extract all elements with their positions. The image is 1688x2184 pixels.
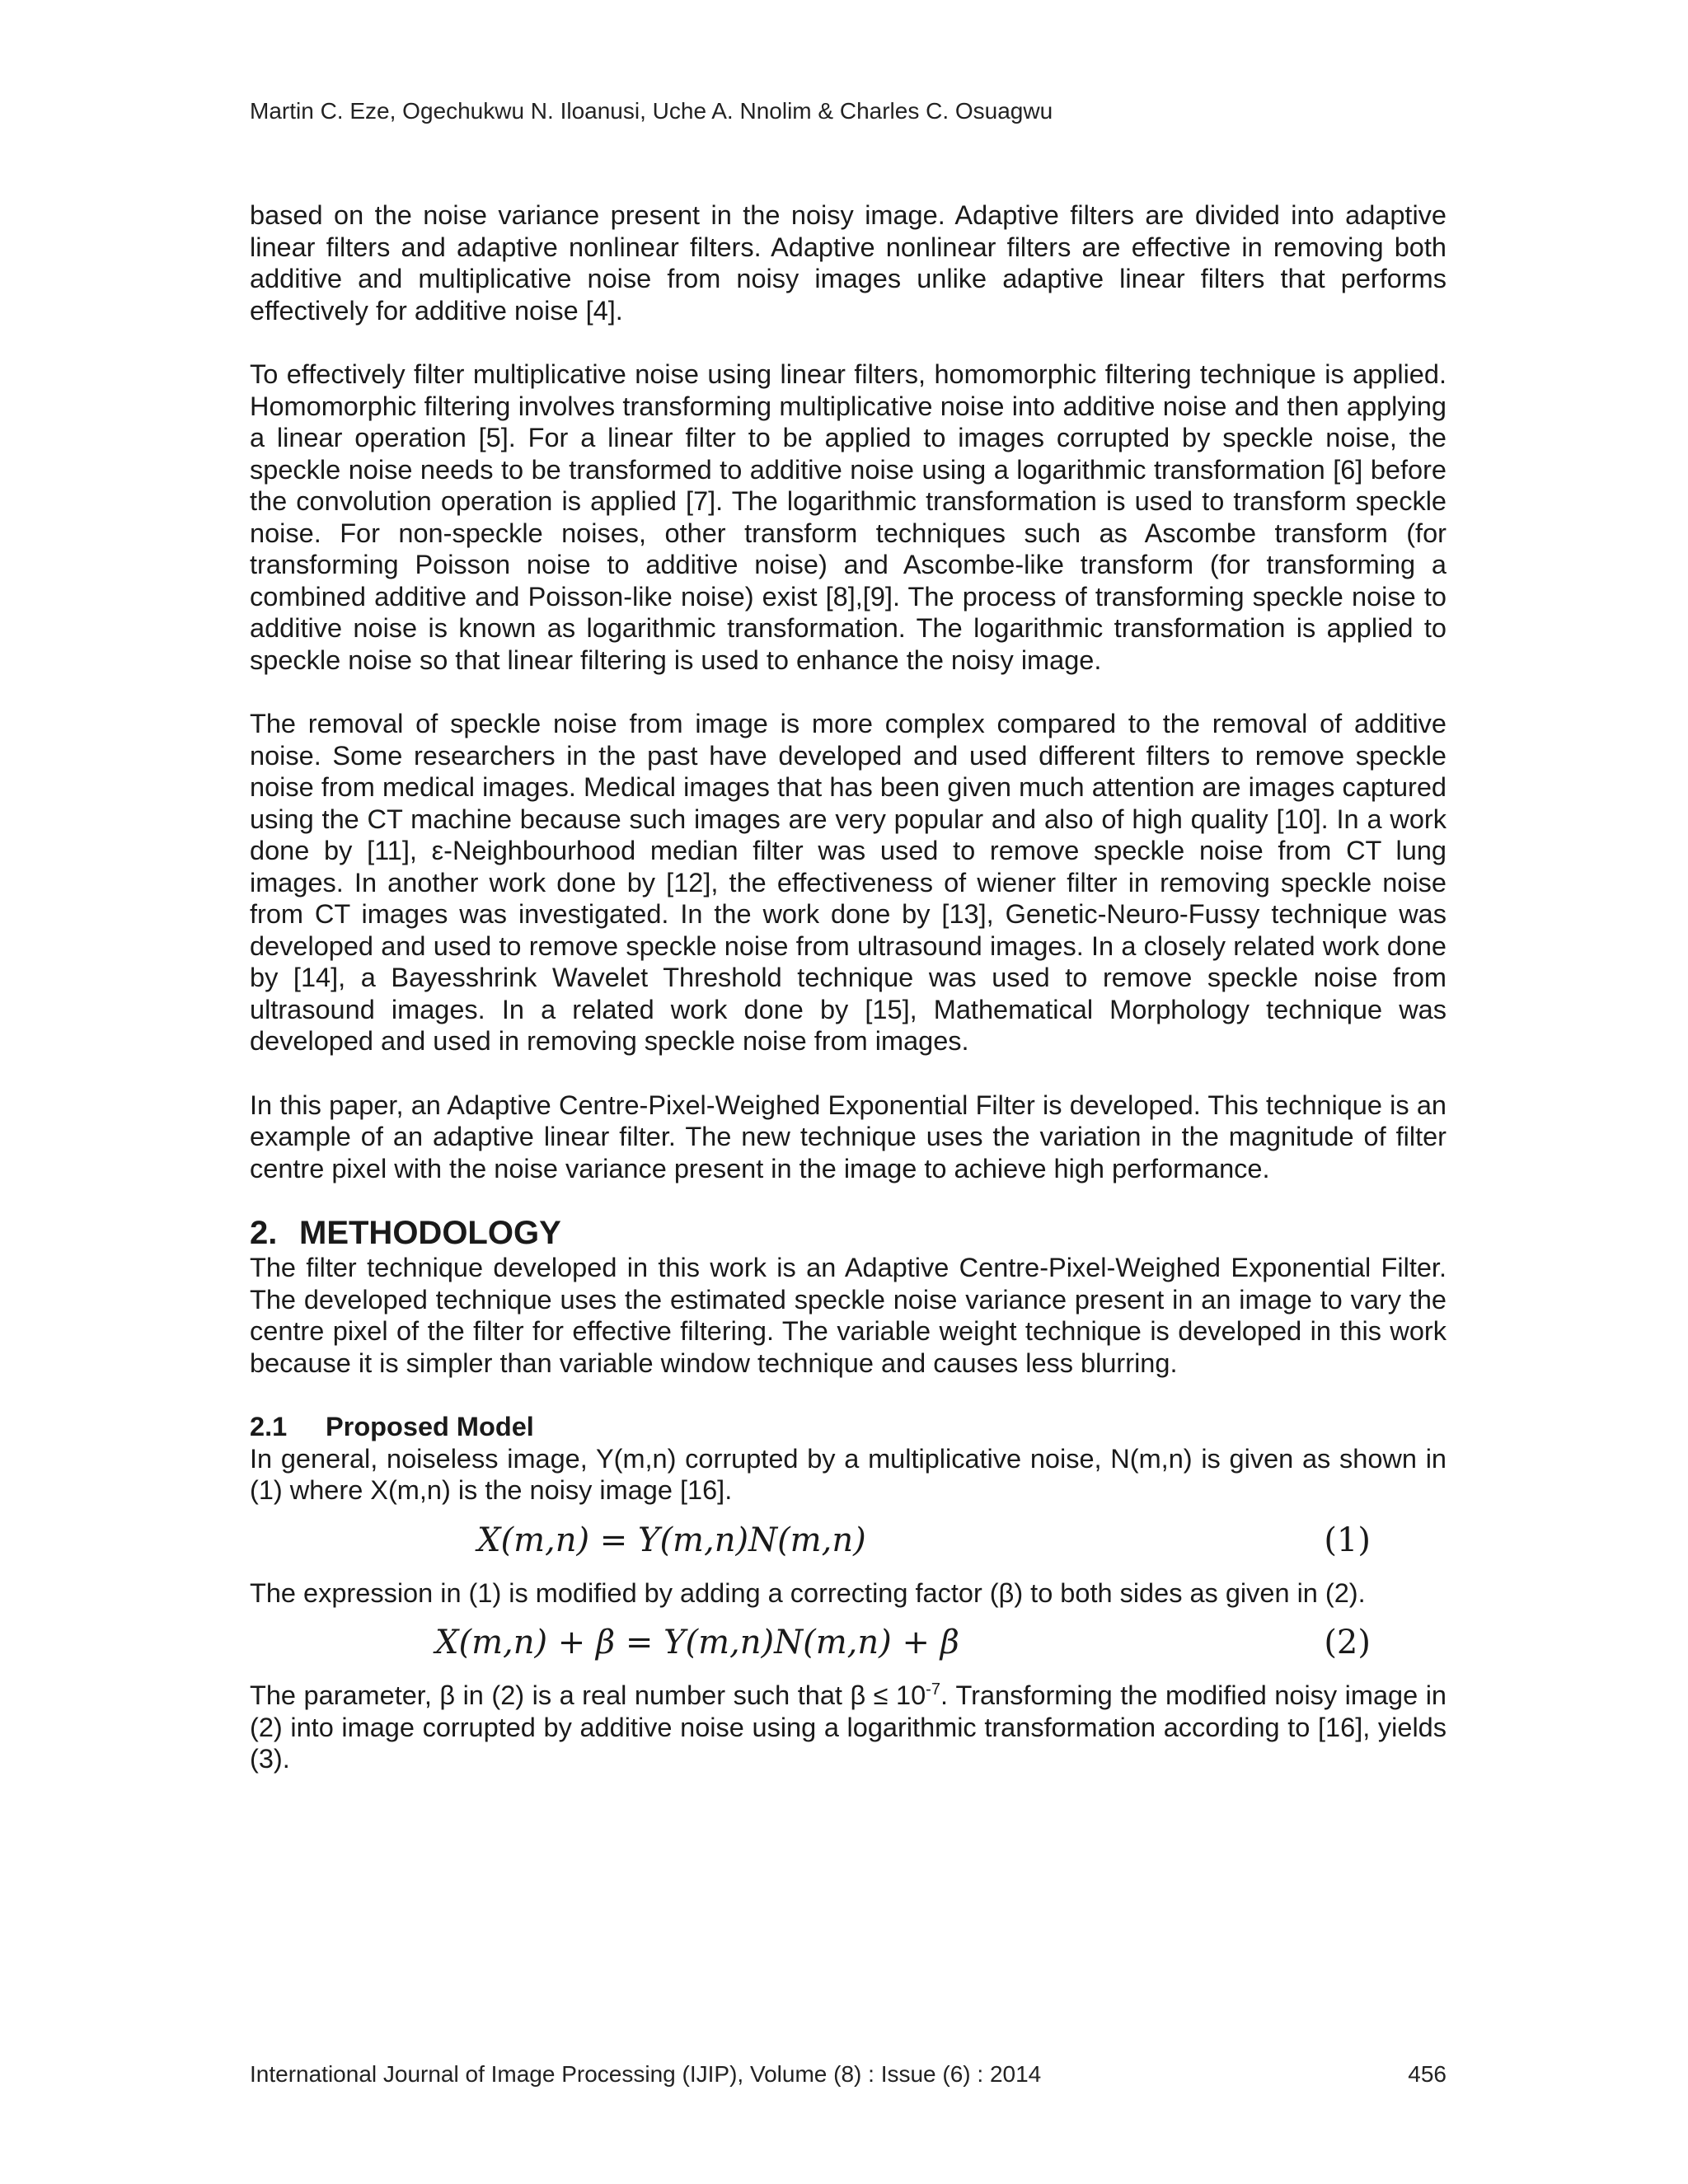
model-paragraph-3-part-a: The parameter, β in (2) is a real number such that β ≤ 10 <box>250 1680 926 1710</box>
model-paragraph-1: In general, noiseless image, Y(m,n) corrupted by a multiplicative noise, N(m,n) is given as shown in (1) where X(m,n) is the noisy image [16]. <box>250 1443 1447 1505</box>
subsection-heading-proposed-model <box>250 1411 1447 1443</box>
running-header: Martin C. Eze, Ogechukwu N. Iloanusi, Uche A. Nnolim & Charles C. Osuagwu <box>250 98 1053 124</box>
subsection-title: Proposed Model <box>326 1412 534 1441</box>
equation-1-expression: X(m,n) = Y(m,n)N(m,n) <box>477 1521 866 1559</box>
paragraph-4: In this paper, an Adaptive Centre-Pixel-Weighed Exponential Filter is developed. This technique is an example of an adaptive linear filter. The new technique uses the variation in the magnitude of filter centre pixel with the noise variance present in the image to achieve high performance. <box>250 1090 1447 1183</box>
methodology-paragraph: The filter technique developed in this work is an Adaptive Centre-Pixel-Weighed Exponential Filter. The developed technique uses the estimated speckle noise variance present in an image to vary the centre pixel of the filter for effective filtering. The variable weight technique is developed in this work because it is simpler than variable window technique and causes less blurring. <box>250 1253 1447 1378</box>
paragraph-3: The removal of speckle noise from image is more complex compared to the removal of additive noise. Some researchers in the past have developed and used different filters to remove speckle noise from medical images. Medical images that has been given much attention are images captured using the CT machine because such images are very popular and also of high quality [10]. In a work done by [11], ε-Neighbourhood median filter was used to remove speckle noise from CT lung images. In another work done by [12], the effectiveness of wiener filter in removing speckle noise from CT images was investigated. In the work done by [13], Genetic-Neuro-Fussy technique was developed and used to remove speckle noise from ultrasound images. In a closely related work done by [14], a Bayesshrink Wavelet Threshold technique was used to remove speckle noise from ultrasound images. In a related work done by [15], Mathematical Morphology technique was developed and used in removing speckle noise from images. <box>250 709 1447 1056</box>
equation-2-expression: X(m,n) + β = Y(m,n)N(m,n) + β <box>435 1624 959 1661</box>
model-paragraph-3-part-b: . Transforming the modified noisy image in (2) into image corrupted by additive noise using a logarithmic transformation according to [16], yields (3). <box>250 1680 1447 1774</box>
equation-2 <box>250 1609 1447 1680</box>
paragraph-2: To effectively filter multiplicative noise using linear filters, homomorphic filtering technique is applied. Homomorphic filtering involves transforming multiplicative noise into additive noise and then applying a linear operation [5]. For a linear filter to be applied to images corrupted by speckle noise, the speckle noise needs to be transformed to additive noise using a logarithmic transformation [6] before the convolution operation is applied [7]. The logarithmic transformation is used to transform speckle noise. For non-speckle noises, other transform techniques such as Ascombe transform (for transforming Poisson noise to additive noise) and Ascombe-like transform (for transforming a combined additive and Poisson-like noise) exist [8],[9]. The process of transforming speckle noise to additive noise is known as logarithmic transformation. The logarithmic transformation is applied to speckle noise so that linear filtering is used to enhance the noisy image. <box>250 359 1447 675</box>
page-body <box>250 199 1447 1775</box>
section-title: METHODOLOGY <box>299 1215 561 1251</box>
model-paragraph-3 <box>250 1680 1447 1775</box>
model-paragraph-2: The expression in (1) is modified by adding a correcting factor (β) to both sides as given in (2). <box>250 1577 1366 1608</box>
journal-citation: International Journal of Image Processing (IJIP), Volume (8) : Issue (6) : 2014 <box>250 2061 1042 2087</box>
page-number: 456 <box>1408 2061 1447 2087</box>
running-footer <box>250 2060 1447 2088</box>
section-number: 2. <box>250 1215 278 1251</box>
paragraph-1: based on the noise variance present in the noisy image. Adaptive filters are divided into adaptive linear filters and adaptive nonlinear filters. Adaptive nonlinear filters are effective in removing both additive and multiplicative noise from noisy images unlike adaptive linear filters that performs effectively for additive noise [4]. <box>250 200 1447 326</box>
section-heading-methodology <box>250 1212 1447 1252</box>
equation-1-number: (1) <box>1324 1521 1371 1559</box>
equation-1 <box>250 1507 1447 1577</box>
subsection-number: 2.1 <box>250 1412 288 1441</box>
exponent: -7 <box>926 1680 940 1699</box>
equation-2-number: (2) <box>1324 1624 1371 1661</box>
